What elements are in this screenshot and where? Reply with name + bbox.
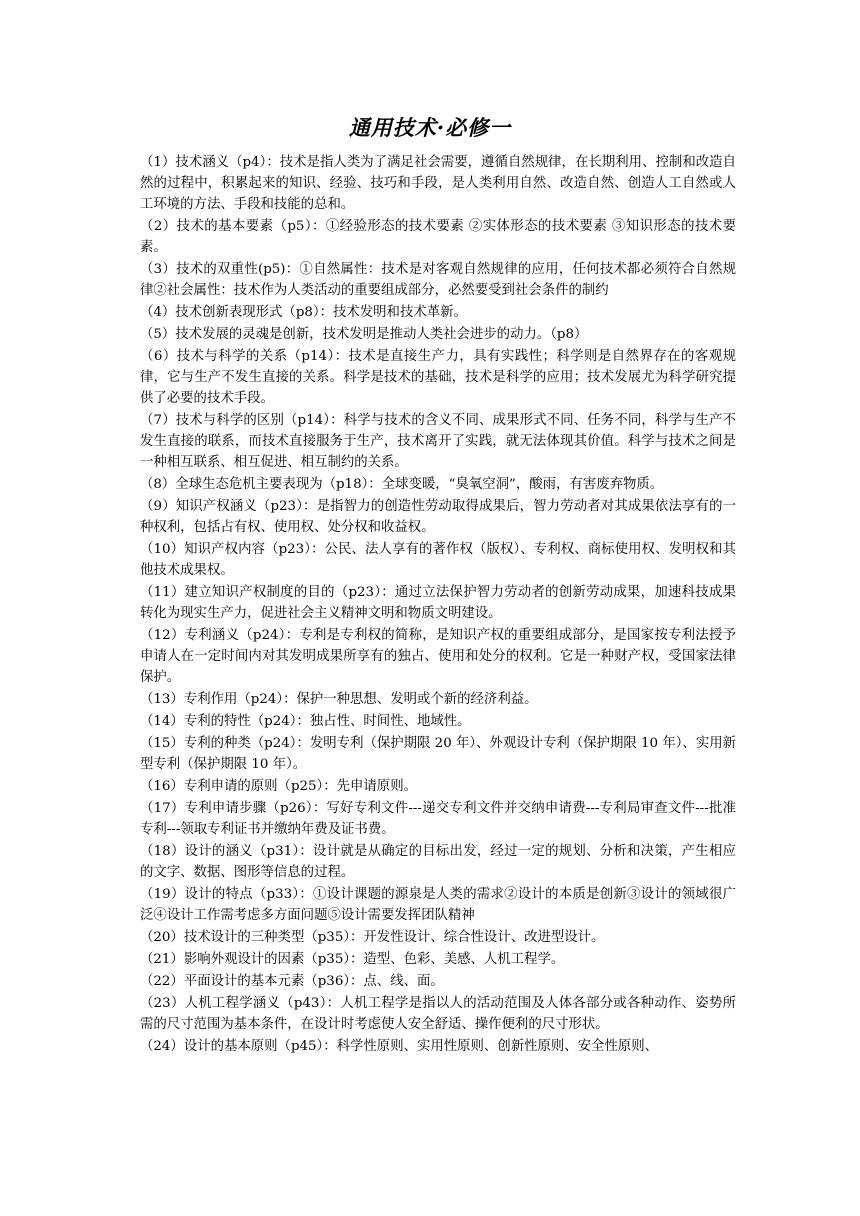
list-item: （21）影响外观设计的因素（p35）：造型、色彩、美感、人机工程学。 [140, 952, 565, 967]
list-item: （20）技术设计的三种类型（p35）：开发性设计、综合性设计、改进型设计。 [140, 930, 605, 945]
list-item: （6）技术与科学的关系（p14）：技术是直接生产力，具有实践性；科学则是自然界存在的客观规律，它与生产不发生直接的关系。科学是技术的基础，技术是科学的应用；技术发展尤为科学研究提供了必要的技术手段。 [140, 349, 736, 406]
list-item: （9）知识产权涵义（p23）：是指智力的创造性劳动取得成果后，智力劳动者对其成果依法享有的一种权利，包括占有权、使用权、处分权和收益权。 [140, 499, 736, 535]
list-item: （7）技术与科学的区别（p14）：科学与技术的含义不同、成果形式不同、任务不同，科学与生产不发生直接的联系，而技术直接服务于生产，技术离开了实践，就无法体现其价值。科学与技术之间是一种相互联系、相互促进、相互制约的关系。 [140, 413, 736, 470]
list-item: （24）设计的基本原则（p45）：科学性原则、实用性原则、创新性原则、安全性原则、 [140, 1039, 659, 1054]
list-item: （12）专利涵义（p24）：专利是专利权的简称，是知识产权的重要组成部分，是国家按专利法授予申请人在一定时间内对其发明成果所享有的独占、使用和处分的权利。它是一种财产权，受国家法律保护。 [140, 628, 736, 685]
list-item: （5）技术发展的灵魂是创新，技术发明是推动人类社会进步的动力。（p8） [140, 327, 588, 342]
list-item: （10）知识产权内容（p23）：公民、法人享有的著作权（版权）、专利权、商标使用权、发明权和其他技术成果权。 [140, 542, 736, 578]
list-item: （3）技术的双重性(p5)：①自然属性：技术是对客观自然规律的应用，任何技术都必须符合自然规律②社会属性：技术作为人类活动的重要组成部分，必然要受到社会条件的制约 [140, 262, 736, 298]
list-item: （22）平面设计的基本元素（p36）：点、线、面。 [140, 974, 444, 989]
list-item: （18）设计的涵义（p31）：设计就是从确定的目标出发，经过一定的规划、分析和决策，产生相应的文字、数据、图形等信息的过程。 [140, 844, 736, 880]
list-item: （15）专利的种类（p24）：发明专利（保护期限 20 年）、外观设计专利（保护期限 10 年）、实用新型专利（保护期限 10 年）。 [140, 736, 736, 772]
list-item: （16）专利申请的原则（p25）：先申请原则。 [140, 779, 417, 794]
list-item: （8）全球生态危机主要表现为（p18）：全球变暖，“臭氧空洞”，酸雨，有害废弃物质。 [140, 477, 664, 492]
list-item: （13）专利作用（p24）：保护一种思想、发明或个新的经济利益。 [140, 692, 538, 707]
list-item: （11）建立知识产权制度的目的（p23）：通过立法保护智力劳动者的创新劳动成果，加速科技成果转化为现实生产力，促进社会主义精神文明和物质文明建设。 [140, 585, 736, 621]
list-item: （1）技术涵义（p4）：技术是指人类为了满足社会需要，遵循自然规律，在长期利用、控制和改造自然的过程中，积累起来的知识、经验、技巧和手段，是人类利用自然、改造自然、创造人工自然或人工环境的方法、手段和技能的总和。 [140, 155, 736, 212]
list-item: （4）技术创新表现形式（p8）：技术发明和技术革新。 [140, 305, 467, 320]
list-item: （14）专利的特性（p24）：独占性、时间性、地域性。 [140, 714, 471, 729]
page-title: 通用技术·必修一 [348, 115, 512, 140]
list-item: （2）技术的基本要素（p5）：①经验形态的技术要素 ②实体形态的技术要素 ③知识形态的技术要素。 [140, 219, 736, 255]
list-item: （19）设计的特点（p33）：①设计课题的源泉是人类的需求②设计的本质是创新③设计的领域很广泛④设计工作需考虑多方面问题⑤设计需要发挥团队精神 [140, 887, 736, 923]
document-body [140, 152, 736, 1058]
list-item: （17）专利申请步骤（p26）：写好专利文件---递交专利文件并交纳申请费---专利局审查文件---批准专利---领取专利证书并缴纳年费及证书费。 [140, 801, 736, 837]
list-item: （23）人机工程学涵义（p43）：人机工程学是指以人的活动范围及人体各部分或各种动作、姿势所需的尺寸范围为基本条件，在设计时考虑使人安全舒适、操作便利的尺寸形状。 [140, 996, 736, 1032]
